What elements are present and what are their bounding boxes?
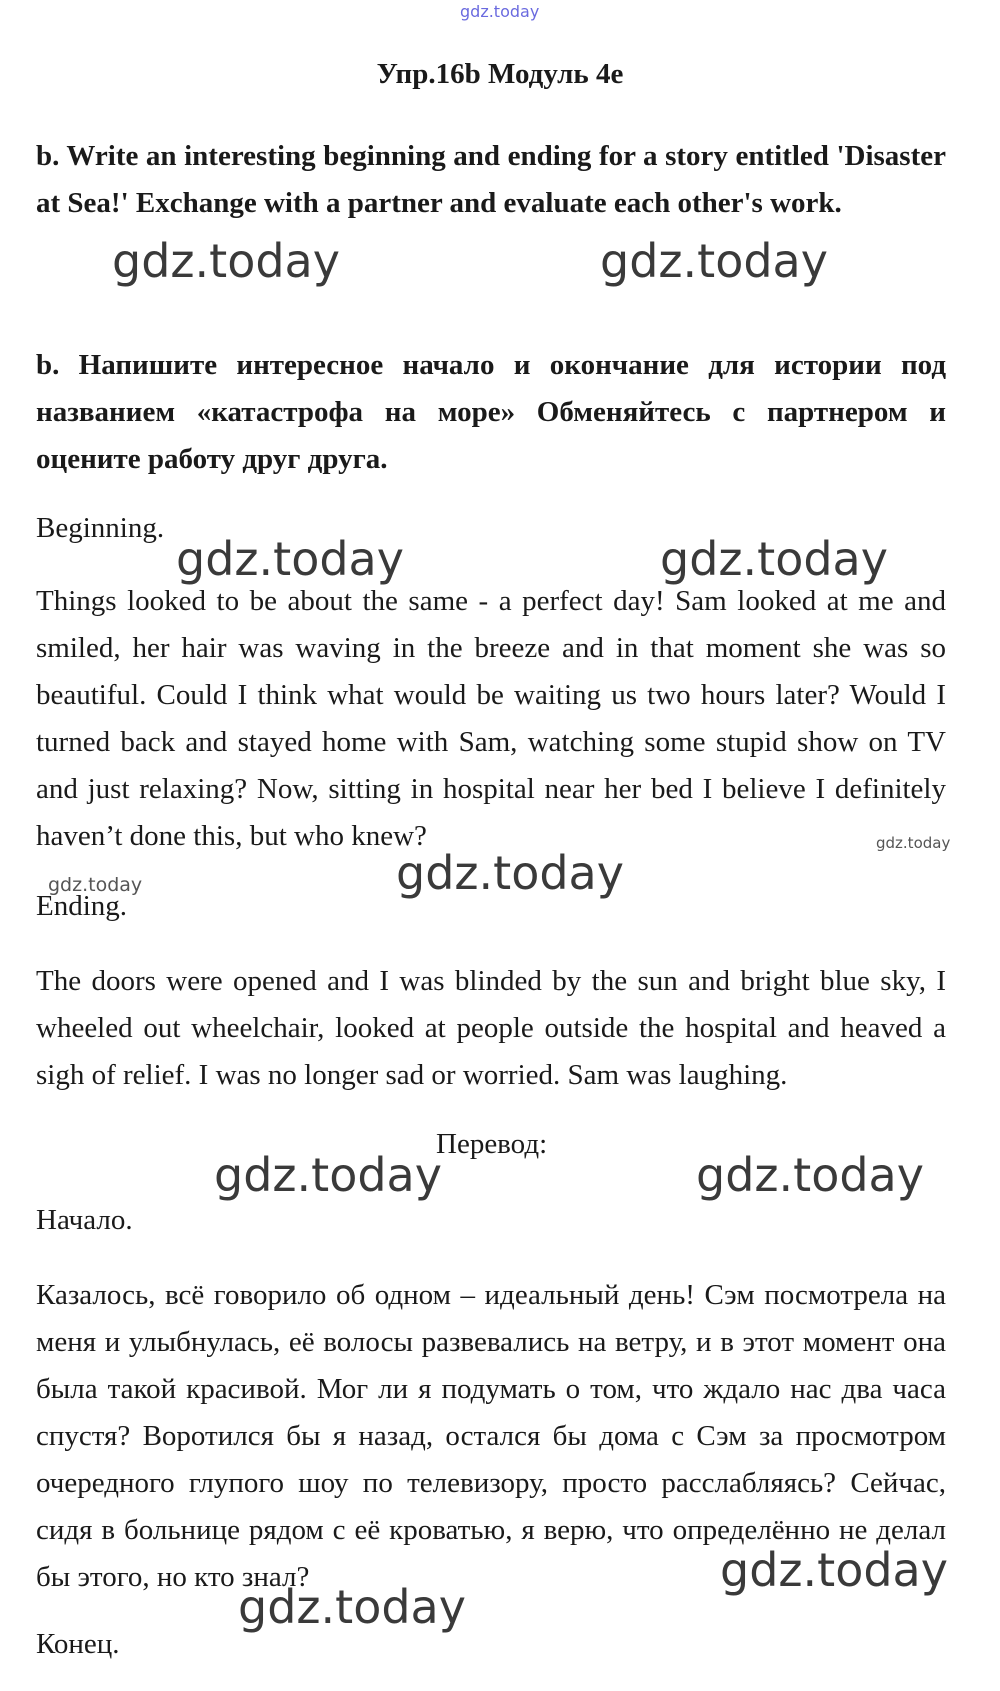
watermark-small: gdz.today — [876, 834, 951, 852]
beginning-text: Things looked to be about the same - a perfect day! Sam looked at me and smiled, her hair was waving in the breeze and in that moment she was so beautiful. Could I think what would be waiting us two hours later? Would I turned back and stayed home with Sam, watching some stupid show on TV and just relaxing? Now, sitting in hospital near her bed I believe I definitely haven’t done this, but who knew? — [36, 585, 946, 852]
nachalo-label: Начало. — [36, 1204, 133, 1236]
watermark-small: gdz.today — [48, 874, 143, 896]
watermark: gdz.today — [238, 1580, 466, 1634]
ending-label: Ending. — [36, 890, 128, 922]
watermark: gdz.today — [660, 532, 888, 586]
task-english: b. Write an interesting beginning and ending for a story entitled 'Disaster at Sea!' Exchange with a partner and evaluate each other's work. — [36, 140, 946, 219]
watermark: gdz.today — [214, 1148, 442, 1202]
ending-text: The doors were opened and I was blinded by the sun and bright blue sky, I wheeled out wheelchair, looked at people outside the hospital and heaved a sigh of relief. I was no longer sad or worried. Sam was laughing. — [36, 965, 946, 1091]
beginning-label: Beginning. — [36, 512, 165, 544]
page-title: Упр.16b Модуль 4e — [376, 58, 624, 90]
konec-label: Конец. — [36, 1628, 120, 1660]
task-russian: b. Напишите интересное начало и окончание для истории под названием «катастрофа на море» Обменяйтесь с партнером и оцените работу друг друга. — [36, 349, 946, 475]
nachalo-text: Казалось, всё говорило об одном – идеальный день! Сэм посмотрела на меня и улыбнулась, её волосы развевались на ветру, и в этот момент она была такой красивой. Мог ли я подумать о том, что ждало нас два часа спустя? Воротился бы я назад, остался бы дома с Сэм за просмотром очередного глупого шоу по телевизору, просто расслабляясь? Сейчас, сидя в больнице рядом с её кроватью, я верю, что определённо не делал бы этого, но кто знал? — [36, 1279, 946, 1593]
watermark: gdz.today — [720, 1543, 948, 1597]
watermark: gdz.today — [396, 846, 624, 900]
watermark: gdz.today — [112, 234, 340, 288]
watermark: gdz.today — [696, 1148, 924, 1202]
watermark: gdz.today — [176, 532, 404, 586]
translation-label: Перевод: — [436, 1128, 548, 1160]
watermark: gdz.today — [600, 234, 828, 288]
watermark-top: gdz.today — [460, 2, 540, 21]
